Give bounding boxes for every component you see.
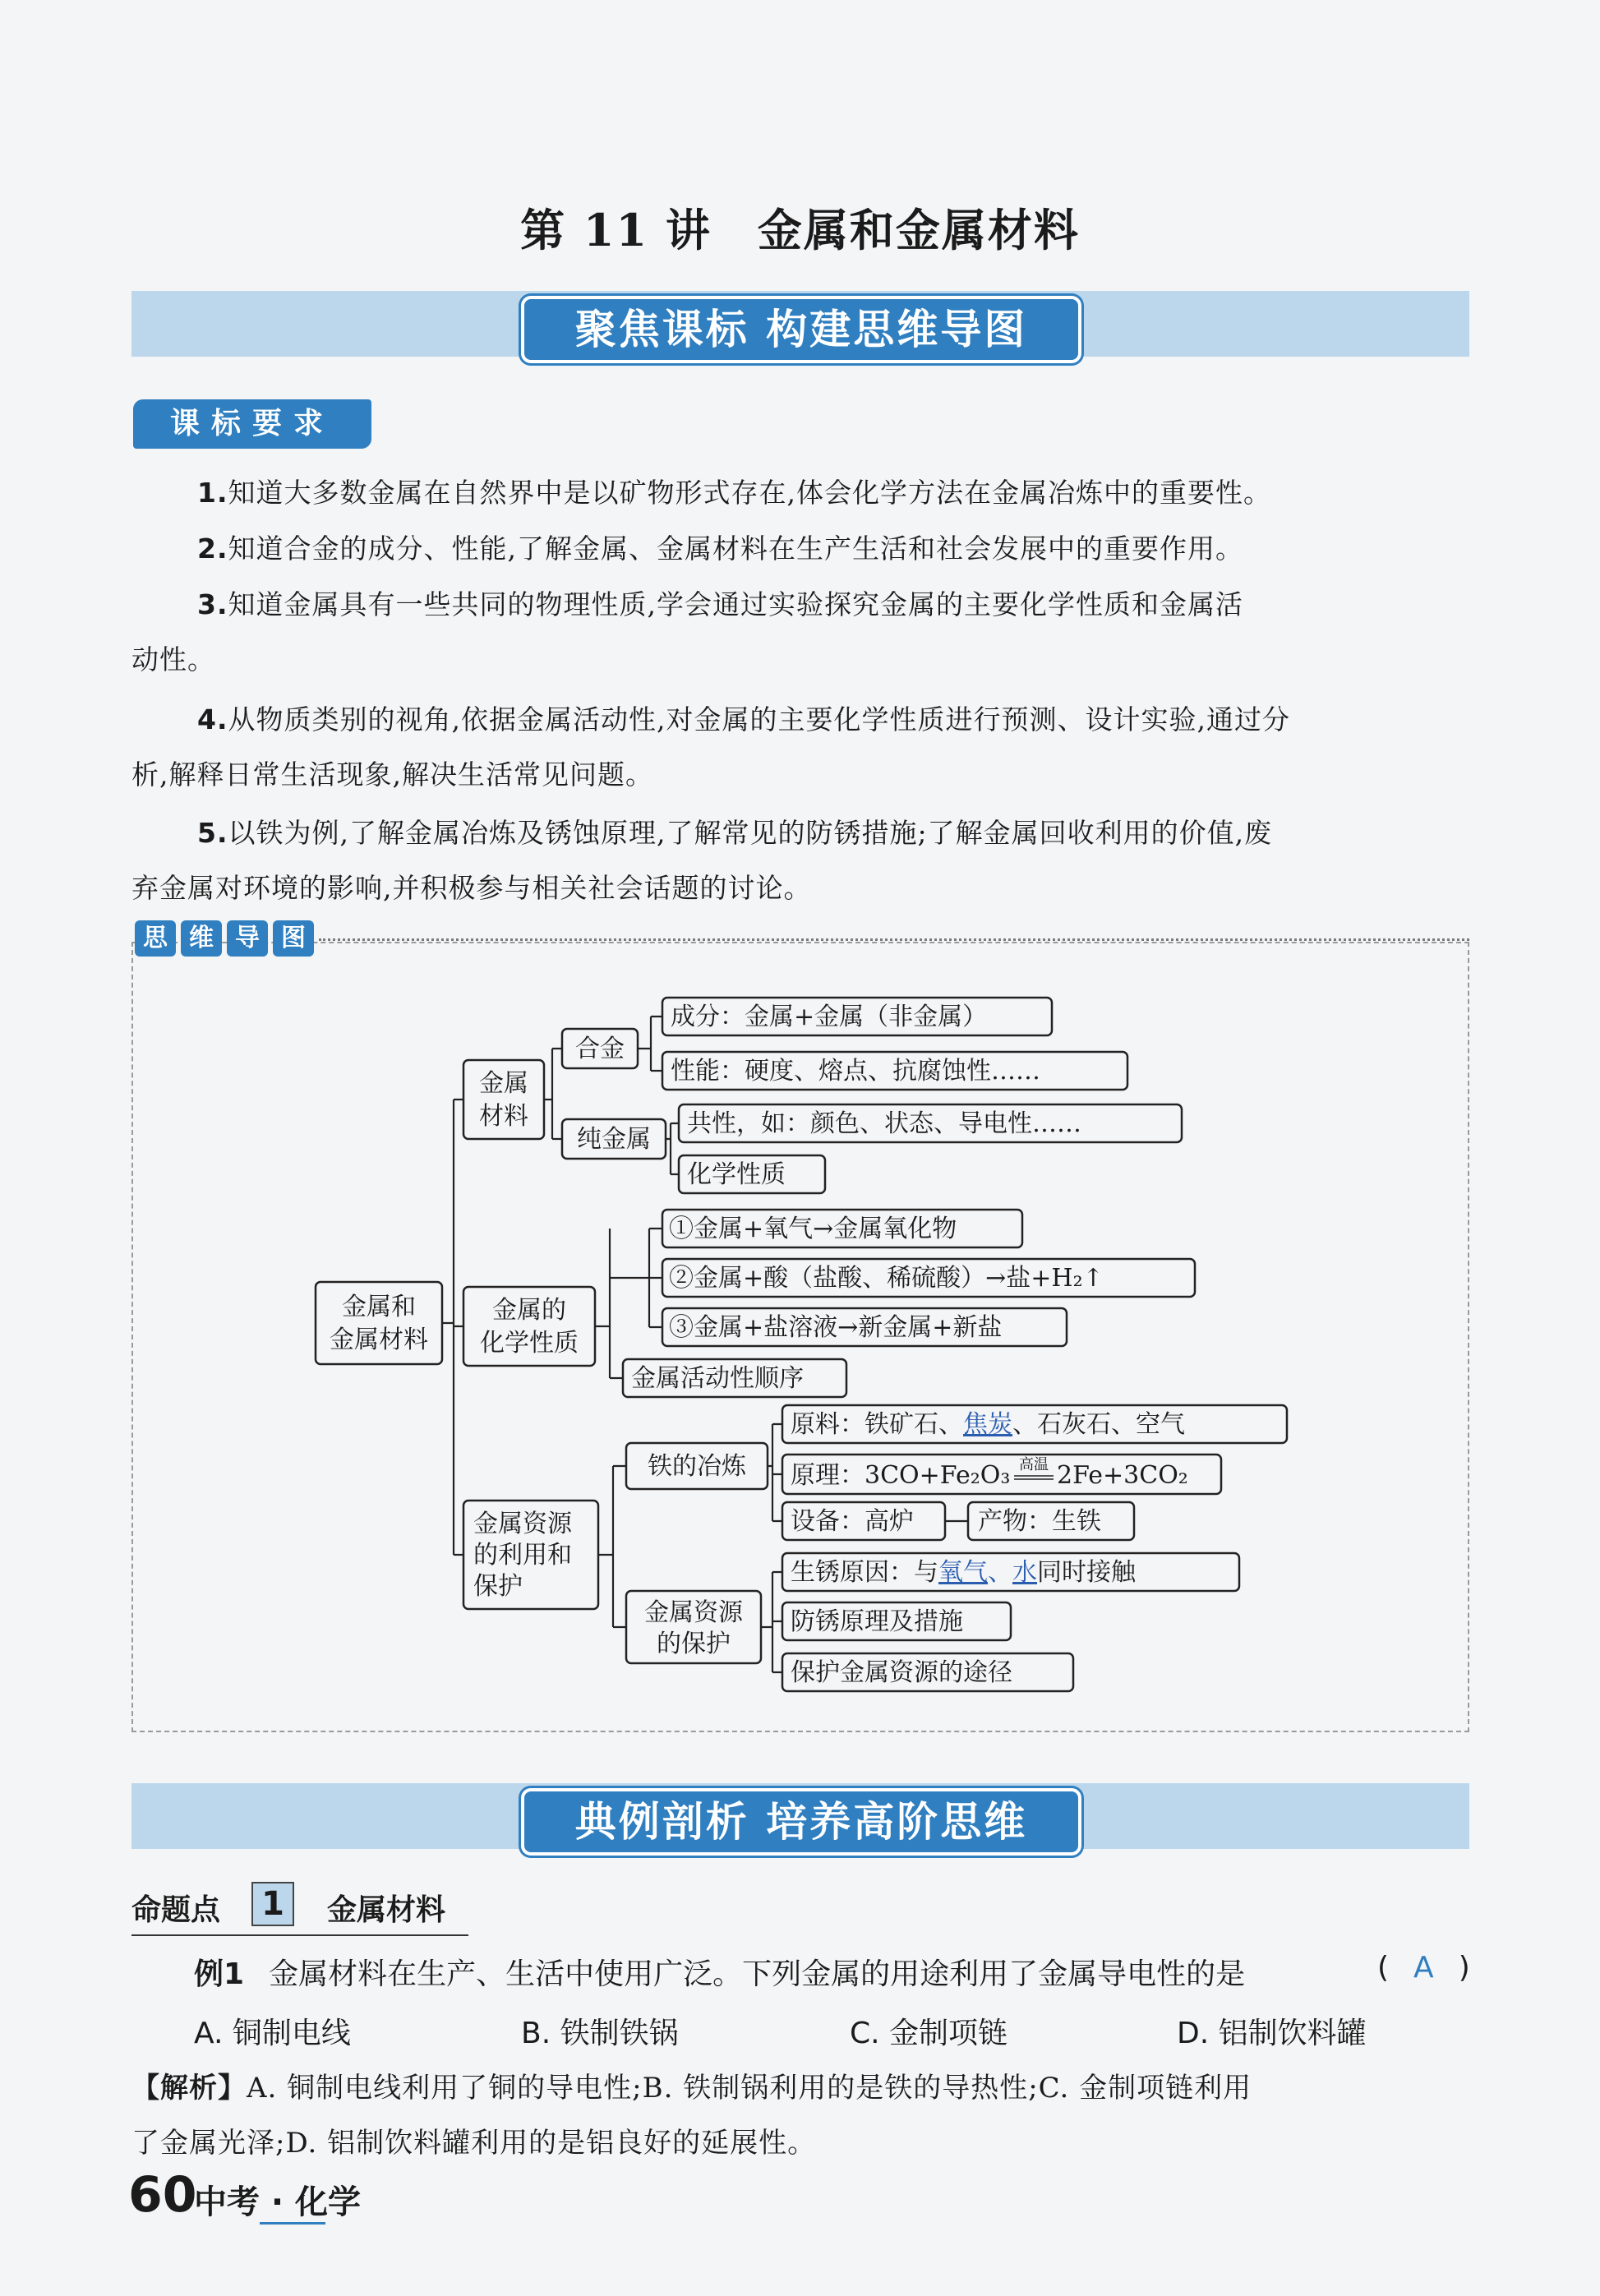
analysis-line2: 了金属光泽;D. 铝制饮料罐利用的是铝良好的延展性。 xyxy=(131,2127,817,2160)
mm-chem-line2: 化学性质 xyxy=(480,1329,579,1358)
mm-pure-common: 共性，如：颜色、状态、导电性…… xyxy=(687,1109,1081,1138)
mm-principle-pre: 原理：3CO+Fe₂O₃ xyxy=(791,1461,1011,1490)
footer-underline xyxy=(260,2222,325,2225)
mm-rust-post: 同时接触 xyxy=(1037,1558,1136,1587)
page-number: 60 xyxy=(128,2166,197,2224)
section-underline xyxy=(131,1934,468,1936)
footer-subject: 中考 · 化学 xyxy=(194,2183,362,2221)
mm-pure: 纯金属 xyxy=(577,1125,651,1154)
option-a: A. 铜制电线 xyxy=(194,2017,351,2050)
mm-alloy-prop: 性能：硬度、熔点、抗腐蚀性…… xyxy=(671,1057,1040,1086)
mm-antirust: 防锈原理及措施 xyxy=(791,1607,963,1636)
option-c: C. 金制项链 xyxy=(850,2017,1008,2050)
mm-root-line2: 金属材料 xyxy=(330,1326,428,1354)
mm-root-line1: 金属和 xyxy=(342,1293,416,1321)
mm-principle-post: 2Fe+3CO₂ xyxy=(1057,1461,1188,1490)
example-analysis xyxy=(131,2061,1471,2171)
mm-device: 设备：高炉 xyxy=(791,1507,914,1536)
mm-chem3: ③金属+盐溶液→新金属+新盐 xyxy=(669,1313,1003,1342)
banner-title-1: 聚焦课标 构建思维导图 xyxy=(521,296,1081,363)
mm-way: 保护金属资源的途径 xyxy=(791,1658,1012,1687)
mm-resource-line3: 保护 xyxy=(473,1572,523,1601)
analysis-label: 【解析】 xyxy=(131,2072,247,2105)
mm-material-line2: 材料 xyxy=(479,1102,528,1131)
mm-protect-line1: 金属资源 xyxy=(644,1598,743,1627)
mm-resource-line2: 的利用和 xyxy=(473,1541,572,1570)
mindmap-label-char: 导 xyxy=(227,920,268,957)
mm-smelt: 铁的冶炼 xyxy=(648,1452,746,1481)
mm-pure-chem: 化学性质 xyxy=(687,1160,786,1189)
section-number: 1 xyxy=(251,1882,294,1926)
example-question-text: 金属材料在生产、生活中使用广泛。下列金属的用途利用了金属导电性的是 xyxy=(269,1957,1246,1991)
mm-raw-post: 、石灰石、空气 xyxy=(1012,1410,1185,1439)
requirement-4: 4.从物质类别的视角,依据金属活动性,对金属的主要化学性质进行预测、设计实验,通过分 析,解释日常生活现象,解决生活常见问题。 xyxy=(131,703,1290,791)
mindmap-label-char: 思 xyxy=(135,920,176,957)
mm-chem1: ①金属+氧气→金属氧化物 xyxy=(669,1215,957,1243)
example-question xyxy=(194,1951,1245,1993)
mm-raw-text xyxy=(791,1410,1185,1439)
mm-rust-sep: 、 xyxy=(988,1558,1012,1587)
requirement-3: 3.知道金属具有一些共同的物理性质,学会通过实验探究金属的主要化学性质和金属活 动性。 xyxy=(131,588,1243,675)
mm-principle-text xyxy=(791,1461,1010,1490)
mm-rust-text xyxy=(791,1558,1137,1587)
mm-rust-fill2: 水 xyxy=(1012,1558,1037,1587)
banner-title-2: 典例剖析 培养高阶思维 xyxy=(521,1788,1081,1856)
example-answer-letter: A xyxy=(1413,1951,1434,1985)
requirement-1: 1.知道大多数金属在自然界中是以矿物形式存在,体会化学方法在金属冶炼中的重要性。 xyxy=(197,477,1271,509)
analysis-line1: A. 铜制电线利用了铜的导电性;B. 铁制锅利用的是铁的导热性;C. 金制项链利用 xyxy=(247,2072,1252,2105)
mm-rust-fill1: 氧气 xyxy=(938,1558,988,1587)
mm-protect-line2: 的保护 xyxy=(657,1630,731,1658)
mm-product: 产物：生铁 xyxy=(978,1507,1101,1536)
mm-material-line1: 金属 xyxy=(479,1069,528,1098)
requirements-tab: 课标要求 xyxy=(133,399,371,449)
mindmap-label-char: 图 xyxy=(273,920,314,957)
section-label: 命题点 xyxy=(131,1893,221,1927)
option-d: D. 铝制饮料罐 xyxy=(1177,2017,1367,2050)
mm-principle-cond: 高温 xyxy=(1019,1456,1049,1473)
example-answer: ( A ) xyxy=(1377,1951,1470,1985)
mm-rust-pre: 生锈原因：与 xyxy=(791,1558,938,1587)
requirement-5: 5.以铁为例,了解金属冶炼及锈蚀原理,了解常见的防锈措施;了解金属回收利用的价值,废 弃金属对环境的影响,并积极参与相关社会话题的讨论。 xyxy=(131,817,1273,904)
requirement-2: 2.知道合金的成分、性能,了解金属、金属材料在生产生活和社会发展中的重要作用。 xyxy=(197,533,1243,565)
mm-chem-line1: 金属的 xyxy=(492,1296,566,1325)
mm-activity: 金属活动性顺序 xyxy=(631,1364,804,1393)
mindmap-label-char: 维 xyxy=(181,920,222,957)
mm-alloy: 合金 xyxy=(575,1035,625,1063)
mm-alloy-comp: 成分：金属+金属（非金属） xyxy=(671,1003,988,1031)
section-title: 金属材料 xyxy=(327,1893,446,1927)
example-label: 例1 xyxy=(194,1957,245,1991)
mm-resource-line1: 金属资源 xyxy=(473,1510,572,1538)
mm-chem2: ②金属+酸（盐酸、稀硫酸）→盐+H₂↑ xyxy=(669,1264,1104,1293)
mm-raw-pre: 原料：铁矿石、 xyxy=(791,1410,963,1439)
mm-raw-fill: 焦炭 xyxy=(963,1410,1012,1439)
option-b: B. 铁制铁锅 xyxy=(521,2017,679,2050)
page-title: 第 11 讲 金属和金属材料 xyxy=(520,204,1080,256)
